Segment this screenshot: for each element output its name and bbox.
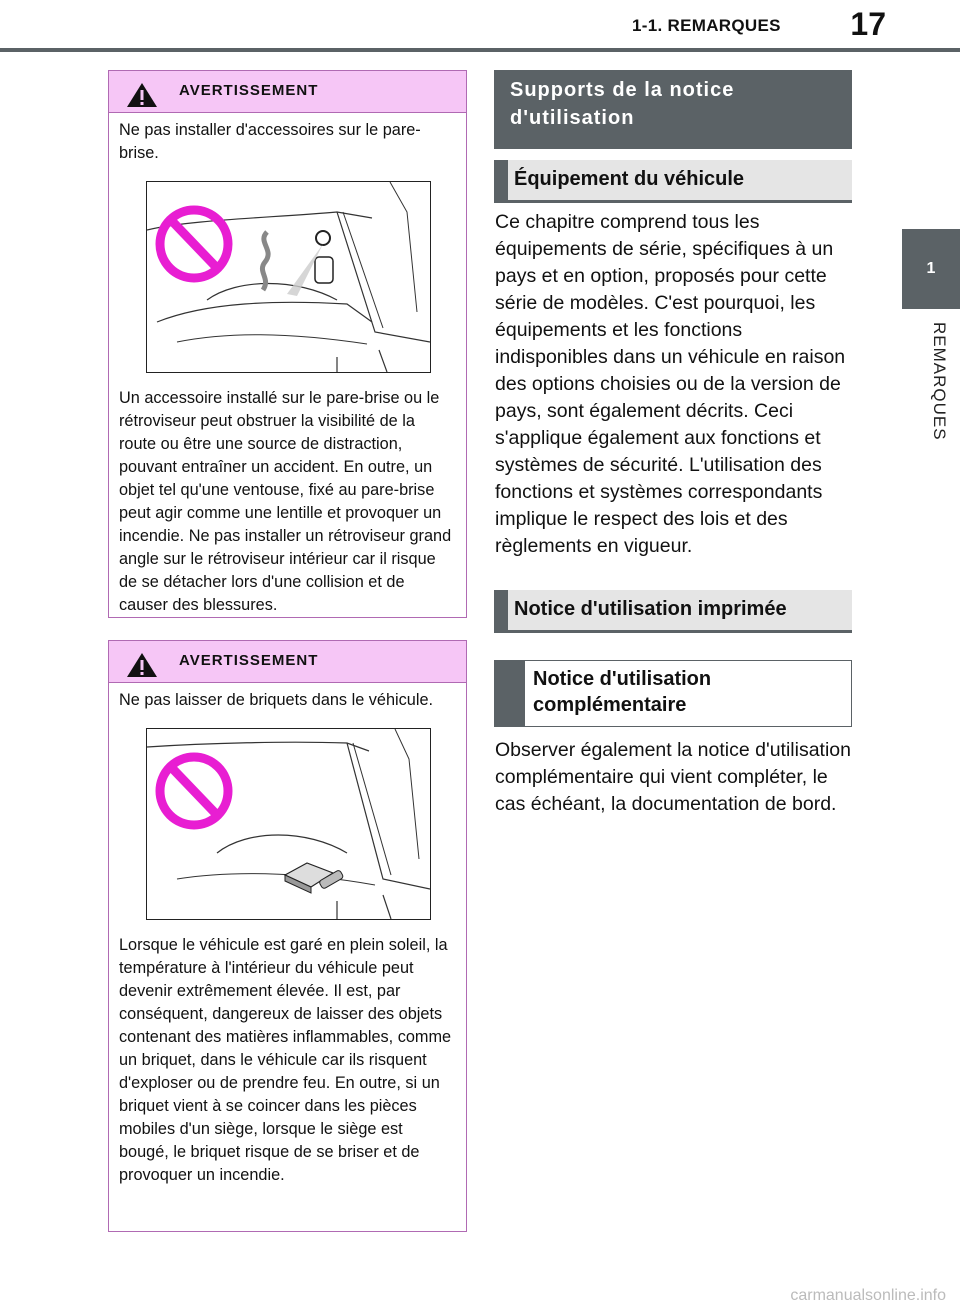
warning-box-lighter: [108, 640, 467, 1232]
warning-box-windshield: [108, 70, 467, 618]
section-heading-supplementary: [494, 660, 852, 727]
heading-bar: [495, 661, 525, 726]
warning-body: [109, 683, 466, 1197]
page-number: 17: [850, 6, 886, 42]
warning-intro: Ne pas laisser de briquets dans le véhicule.: [119, 691, 434, 709]
chapter-label: REMARQUES: [930, 322, 949, 441]
supplementary-title: Notice d'utilisation complémentaire: [533, 668, 712, 716]
section-heading-equipment: Équipement du véhicule: [494, 160, 852, 203]
header-rule: [0, 48, 960, 52]
warning-intro: Ne pas installer d'accessoires sur le pare-brise.: [119, 121, 421, 162]
section-heading-main: Supports de la notice d'utilisation: [494, 70, 852, 149]
warning-text: Lorsque le véhicule est garé en plein soleil, la température à l'intérieur du véhicule peut devenir extrêmement élevée. Il est, par conséquent, dangereux de laisser des objets contenant des matières inflammables, comme un briquet, dans le véhicule car ils risquent d'exploser ou de prendre feu. En outre, si un briquet vient à se coincer dans les pièces mobiles d'un siège, lorsque le siège est bougé, le briquet risque de se briser et de provoquer un incendie.: [119, 936, 452, 1184]
watermark: carmanualsonline.info: [790, 1287, 946, 1304]
warning-body: [109, 113, 466, 627]
header-title: 1-1. REMARQUES: [632, 16, 781, 35]
warning-triangle-icon: [125, 651, 159, 679]
warning-text: Un accessoire installé sur le pare-brise ou le rétroviseur peut obstruer la visibilité de la route ou être une source de distraction, pouvant entraîner un accident. En outre, un objet tel qu'une ventouse, fixé au pare-brise peut agir comme une lentille et provoquer un incendie. Ne pas installer un rétroviseur grand angle sur le rétroviseur intérieur car il risque de se détacher lors d'une collision et de causer des blessures.: [119, 389, 452, 614]
windshield-illustration: [146, 181, 431, 373]
warning-triangle-icon: [125, 81, 159, 109]
supplementary-text: Observer également la notice d'utilisation complémentaire qui vient compléter, le cas échéant, la documentation de bord.: [495, 739, 851, 815]
warning-title: AVERTISSEMENT: [179, 652, 319, 669]
section-heading-printed: Notice d'utilisation imprimée: [494, 590, 852, 633]
warning-header: [109, 71, 466, 113]
warning-header: [109, 641, 466, 683]
lighter-illustration: [146, 728, 431, 920]
chapter-tab[interactable]: 1: [902, 229, 960, 309]
warning-title: AVERTISSEMENT: [179, 82, 319, 99]
equipment-text: Ce chapitre comprend tous les équipements de série, spécifiques à un pays et en option, proposés pour cette série de modèles. C'est pourquoi, les équipements et les fonctions indisponibles dans un véhicule en raison des options choisies ou de la version de pays, sont également décrits. Ceci s'applique également aux fonctions et systèmes de sécurité. L'utilisation des fonctions et systèmes correspondants implique le respect des lois et des règlements en vigueur.: [495, 211, 846, 557]
